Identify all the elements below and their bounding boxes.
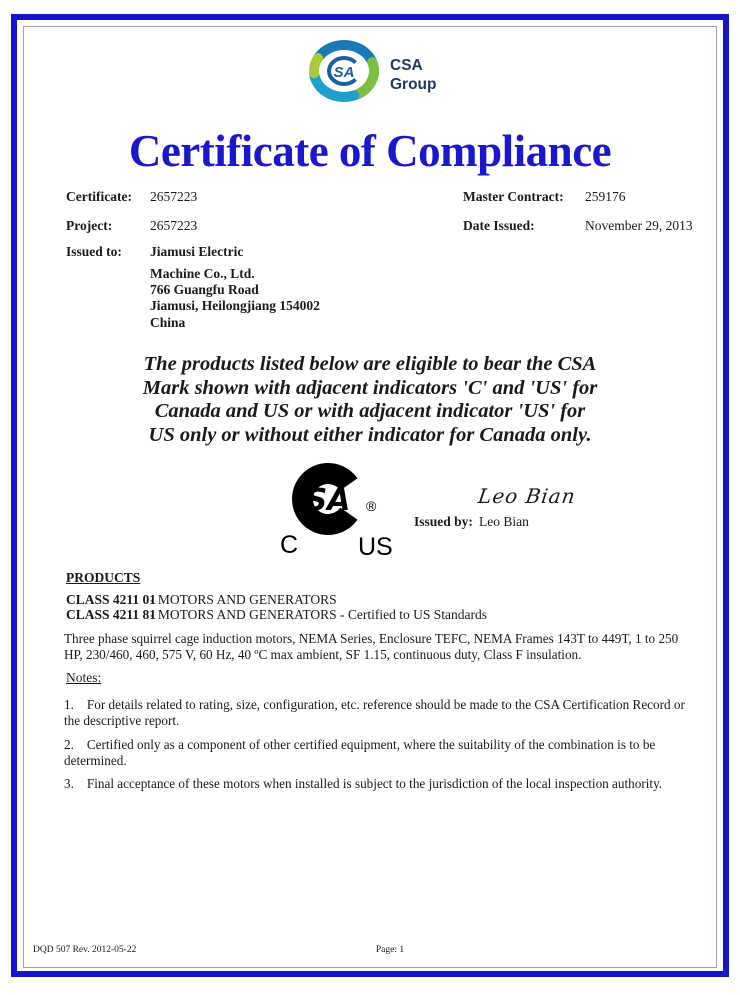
class-code: CLASS 4211 81 — [66, 607, 157, 622]
csa-c-us-mark-icon — [262, 456, 402, 561]
mark-monogram: SA — [305, 483, 351, 518]
footer-page-number: Page: 1 — [375, 945, 405, 955]
signature-script: Leo Bian — [476, 484, 578, 508]
project-label: Project: — [66, 218, 113, 233]
project-value: 2657223 — [150, 218, 198, 233]
brand-line1: CSA — [390, 57, 423, 74]
products-heading: PRODUCTS — [66, 570, 141, 585]
date-issued-label: Date Issued: — [463, 218, 535, 233]
mark-indicator-us: US — [358, 533, 393, 561]
mark-indicator-c: C — [280, 531, 299, 559]
product-description: Three phase squirrel cage induction motors, NEMA Series, Enclosure TEFC, NEMA Frames 143T to 449T, 1 to 250 HP, 230/460, 460, 575 V, 60 Hz, 40 ºC max ambient, SF 1.15, continuous duty, Class F insulation. — [64, 631, 679, 662]
class-description: - MOTORS AND GENERATORS - Certified to US Standards — [150, 607, 488, 622]
issued-by-label: Issued by: — [414, 514, 473, 529]
issued-by-value: Leo Bian — [479, 514, 529, 529]
note-number: 2. — [64, 737, 74, 752]
note-number: 1. — [64, 697, 74, 712]
address-line: China — [150, 314, 186, 330]
eligibility-line: Mark shown with adjacent indicators 'C' and 'US' for — [142, 376, 598, 399]
footer-document-number: DQD 507 Rev. 2012-05-22 — [33, 945, 137, 955]
master-contract-label: Master Contract: — [463, 189, 564, 204]
issued-to-address — [150, 266, 320, 331]
brand-wordmark — [390, 56, 437, 94]
note-text: For details related to rating, size, configuration, etc. reference should be made to the CSA Certification Record or the descriptive report. — [64, 697, 685, 728]
eligibility-line: US only or without either indicator for Canada only. — [148, 423, 592, 446]
issued-to-label: Issued to: — [66, 244, 122, 259]
address-line: Machine Co., Ltd. — [150, 266, 255, 281]
master-contract-value: 259176 — [585, 189, 626, 204]
eligibility-line: Canada and US or with adjacent indicator 'US' for — [154, 400, 586, 422]
brand-line2: Group — [390, 76, 437, 93]
note-item — [64, 776, 688, 792]
class-description: - MOTORS AND GENERATORS — [150, 592, 337, 607]
csa-group-logo-icon — [306, 38, 382, 104]
eligibility-statement — [0, 353, 740, 447]
address-line: 766 Guangfu Road — [150, 282, 259, 298]
logo-monogram: SA — [333, 64, 355, 81]
issued-to-name: Jiamusi Electric — [150, 244, 244, 259]
date-issued-value: November 29, 2013 — [585, 218, 693, 233]
certificate-value: 2657223 — [150, 189, 198, 204]
address-line: Jiamusi, Heilongjiang 154002 — [150, 298, 320, 314]
note-item — [64, 737, 688, 768]
class-code: CLASS 4211 01 — [66, 592, 157, 607]
page-title: Certificate of Compliance — [128, 126, 612, 176]
eligibility-line: The products listed below are eligible to bear the CSA — [143, 353, 597, 375]
registered-trademark-icon: ® — [366, 498, 377, 514]
notes-heading: Notes: — [66, 670, 102, 685]
note-item — [64, 697, 688, 728]
note-number: 3. — [64, 776, 74, 791]
note-text: Final acceptance of these motors when installed is subject to the jurisdiction of the local inspection authority. — [86, 776, 663, 791]
note-text: Certified only as a component of other certified equipment, where the suitability of the combination is to be determined. — [64, 737, 656, 768]
certificate-label: Certificate: — [66, 189, 132, 204]
